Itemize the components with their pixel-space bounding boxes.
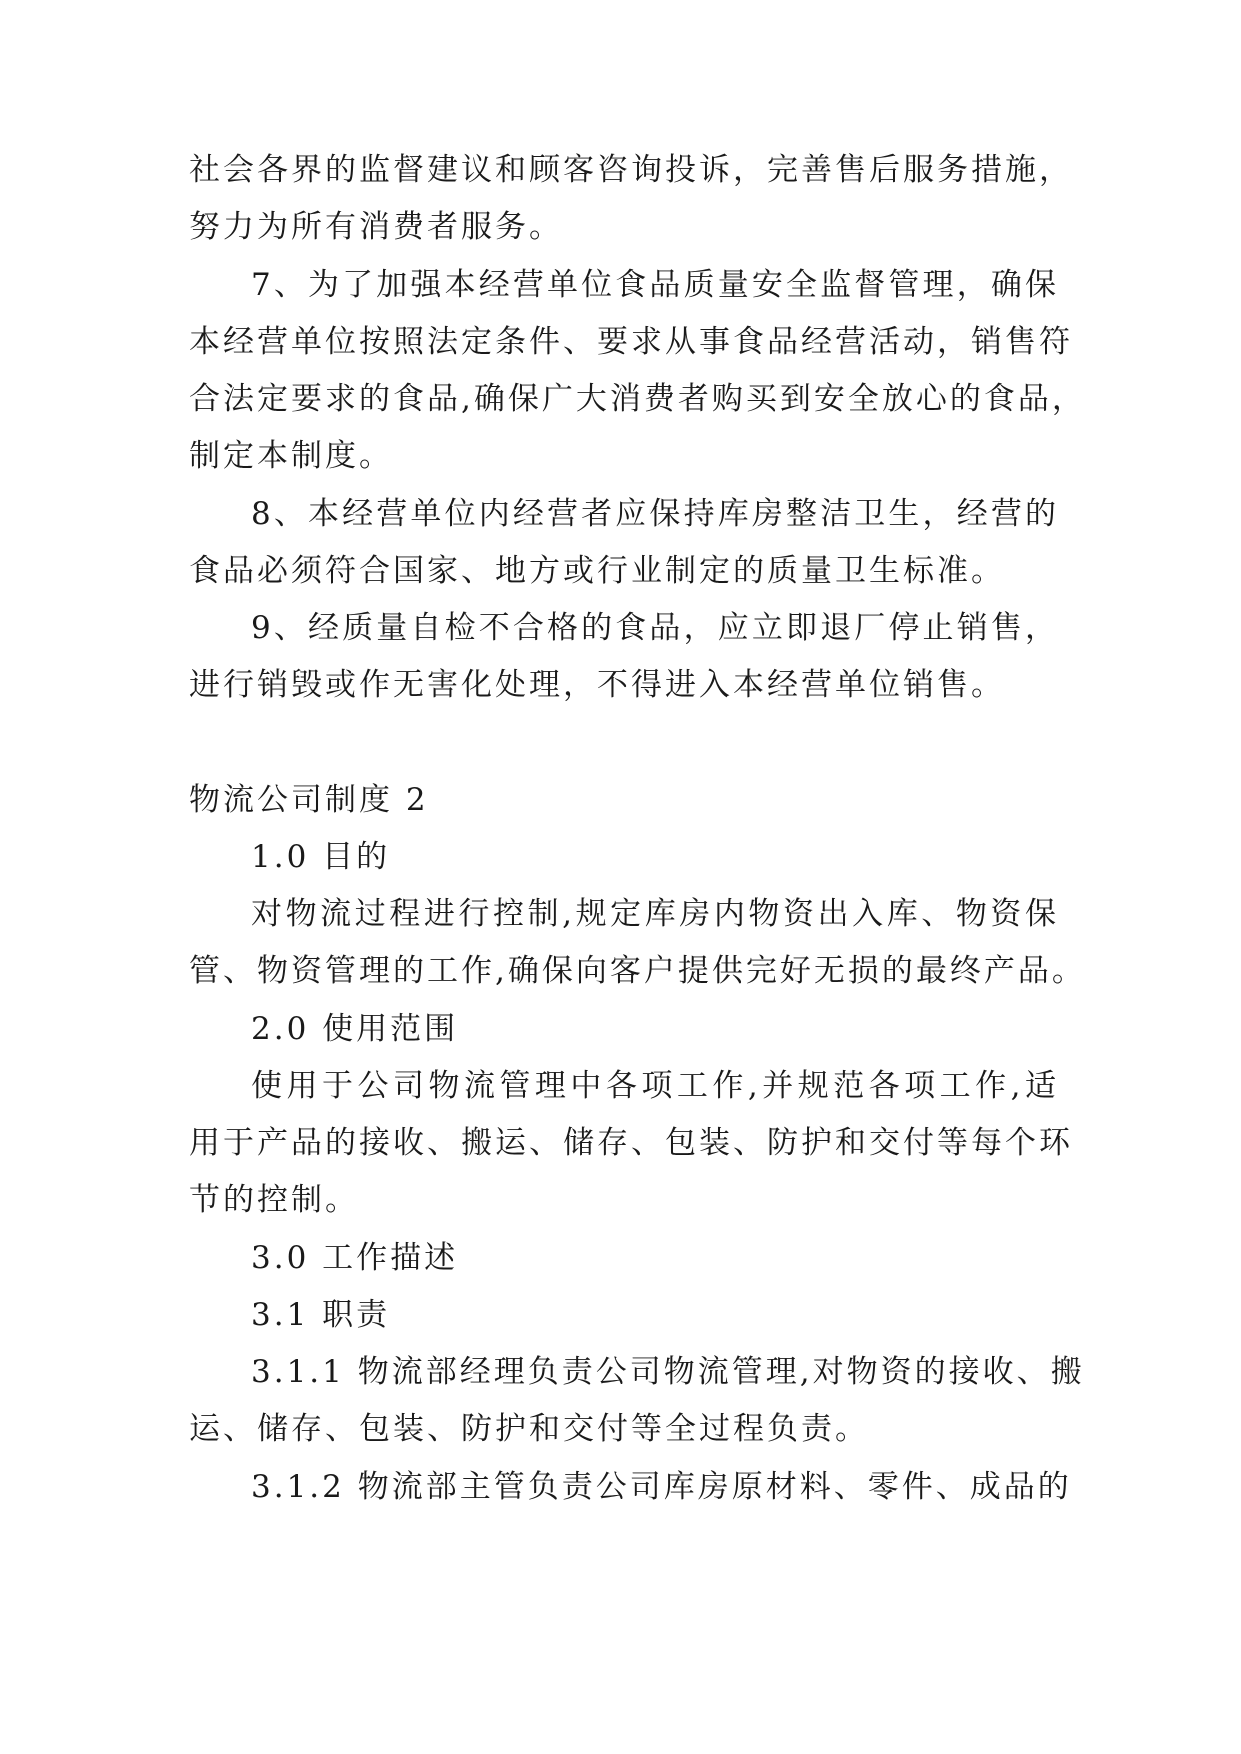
paragraph-9-start: 9、经质量自检不合格的食品，应立即退厂停止销售， <box>251 610 1059 646</box>
text-line: 用于产品的接收、搬运、储存、包装、防护和交付等每个环 <box>189 1125 1073 1161</box>
text-line: 努力为所有消费者服务。 <box>189 209 563 245</box>
text-line: 管、物资管理的工作,确保向客户提供完好无损的最终产品。 <box>189 953 1086 989</box>
text-line: 3.1.2 物流部主管负责公司库房原材料、零件、成品的 <box>251 1469 1072 1505</box>
heading-purpose: 1.0 目的 <box>251 839 391 875</box>
text-line: 本经营单位按照法定条件、要求从事食品经营活动，销售符 <box>189 324 1073 360</box>
text-line: 食品必须符合国家、地方或行业制定的质量卫生标准。 <box>189 553 1005 589</box>
heading-work-description: 3.0 工作描述 <box>251 1240 459 1276</box>
heading-scope: 2.0 使用范围 <box>251 1011 459 1047</box>
text-line: 制定本制度。 <box>189 438 393 474</box>
text-line: 使用于公司物流管理中各项工作,并规范各项工作,适 <box>251 1068 1059 1104</box>
text-line: 运、储存、包装、防护和交付等全过程负责。 <box>189 1411 869 1447</box>
text-line: 进行销毁或作无害化处理，不得进入本经营单位销售。 <box>189 667 1005 703</box>
text-line: 对物流过程进行控制,规定库房内物资出入库、物资保 <box>251 896 1059 932</box>
text-line: 3.1.1 物流部经理负责公司物流管理,对物资的接收、搬 <box>251 1354 1085 1390</box>
text-line: 节的控制。 <box>189 1182 359 1218</box>
paragraph-8-start: 8、本经营单位内经营者应保持库房整洁卫生，经营的 <box>251 496 1059 532</box>
text-line: 合法定要求的食品,确保广大消费者购买到安全放心的食品， <box>189 381 1086 417</box>
section-title: 物流公司制度 2 <box>189 782 429 818</box>
paragraph-7-start: 7、为了加强本经营单位食品质量安全监督管理，确保 <box>251 267 1059 303</box>
text-line: 社会各界的监督建议和顾客咨询投诉，完善售后服务措施， <box>189 152 1073 188</box>
heading-responsibilities: 3.1 职责 <box>251 1297 391 1333</box>
